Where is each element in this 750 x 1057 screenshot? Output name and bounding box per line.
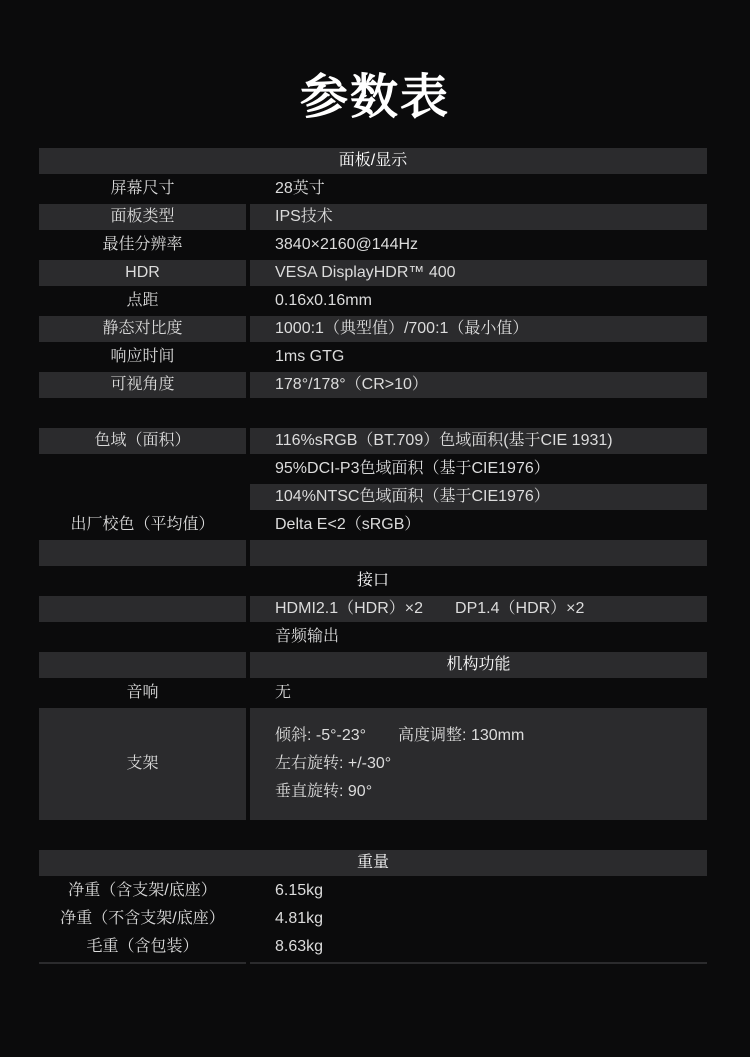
spec-row-response-time [39, 344, 707, 372]
section-header-ports: 接口 [356, 572, 389, 589]
spec-row-factory-calibration [39, 512, 707, 540]
spec-value: Delta E<2（sRGB） [275, 516, 421, 533]
bottom-rule-left [39, 962, 246, 964]
section-spacer [39, 822, 707, 850]
spec-value: 28英寸 [275, 180, 325, 197]
spec-row-viewing-angle [39, 372, 707, 400]
spec-label: HDR [39, 260, 246, 286]
section-spacer [39, 400, 707, 428]
section-header-mechanical: 机构功能 [250, 652, 707, 678]
spec-label: 点距 [126, 292, 159, 309]
section-header-row [39, 652, 707, 680]
section-header-panel: 面板/显示 [39, 148, 707, 174]
spec-label: 毛重（含包装） [86, 938, 199, 955]
spec-row-gamut-srgb [39, 428, 707, 456]
spec-value: 6.15kg [275, 882, 324, 899]
spec-label [39, 484, 246, 510]
spec-value: 0.16x0.16mm [275, 292, 372, 309]
spec-row-contrast [39, 316, 707, 344]
spec-value [250, 708, 707, 820]
spec-value: 104%NTSC色域面积（基于CIE1976） [250, 484, 707, 510]
spec-value-empty [250, 540, 707, 566]
spec-row-hdr [39, 260, 707, 288]
spec-row-panel-type [39, 204, 707, 232]
page-title: 参数表 [299, 71, 450, 124]
spec-label [39, 596, 246, 622]
spec-value: 116%sRGB（BT.709）色域面积(基于CIE 1931) [250, 428, 707, 454]
hdmi-ports: HDMI2.1（HDR）×2 [275, 600, 424, 617]
spec-label: 净重（不含支架/底座） [60, 910, 225, 927]
spec-label: 面板类型 [39, 204, 246, 230]
spec-row-net-weight-without-stand [39, 906, 707, 934]
stand-tilt: 倾斜: -5°-23° [275, 727, 367, 744]
spec-table [39, 148, 707, 966]
spec-label [39, 456, 246, 482]
spec-value: 无 [275, 684, 292, 701]
stand-swivel: 左右旋转: +/-30° [275, 755, 392, 772]
spec-label [39, 624, 246, 650]
spec-label-empty [39, 652, 246, 678]
spec-row-pixel-pitch [39, 288, 707, 316]
spec-value: 3840×2160@144Hz [275, 236, 419, 253]
spec-row-empty [39, 540, 707, 568]
stand-height: 高度调整: 130mm [398, 727, 525, 744]
spec-value: 1ms GTG [275, 348, 345, 365]
spec-value: IPS技术 [250, 204, 707, 230]
spec-label: 音响 [126, 684, 159, 701]
spec-label: 净重（含支架/底座） [68, 882, 217, 899]
spec-row-net-weight-with-stand [39, 878, 707, 906]
spec-label-empty [39, 540, 246, 566]
spec-value: 4.81kg [275, 910, 324, 927]
spec-value: 音频输出 [275, 628, 340, 645]
spec-label: 支架 [39, 708, 246, 820]
spec-row-audio-port [39, 624, 707, 652]
spec-value: 95%DCI-P3色域面积（基于CIE1976） [275, 460, 550, 477]
section-header-row [39, 148, 707, 176]
dp-ports: DP1.4（HDR）×2 [455, 600, 585, 617]
spec-row-stand [39, 708, 707, 822]
spec-label: 色域（面积） [39, 428, 246, 454]
spec-row-gross-weight [39, 934, 707, 962]
spec-label: 出厂校色（平均值） [70, 516, 215, 533]
table-bottom-rule [39, 962, 707, 966]
spec-label: 可视角度 [39, 372, 246, 398]
stand-pivot: 垂直旋转: 90° [275, 783, 373, 800]
spec-row-video-ports [39, 596, 707, 624]
section-header-weight: 重量 [39, 850, 707, 876]
spec-label: 静态对比度 [39, 316, 246, 342]
spec-row-resolution [39, 232, 707, 260]
spec-value: 178°/178°（CR>10） [250, 372, 707, 398]
spec-row-speaker [39, 680, 707, 708]
section-header-row [39, 568, 707, 596]
bottom-rule-right [250, 962, 707, 964]
spec-row-screen-size [39, 176, 707, 204]
spec-value: 1000:1（典型值）/700:1（最小值） [250, 316, 707, 342]
spec-value [250, 596, 707, 622]
spec-row-gamut-dcip3 [39, 456, 707, 484]
spec-label: 响应时间 [110, 348, 175, 365]
spec-value: VESA DisplayHDR™ 400 [250, 260, 707, 286]
spec-label: 最佳分辨率 [102, 236, 183, 253]
spec-value: 8.63kg [275, 938, 324, 955]
spec-label: 屏幕尺寸 [110, 180, 175, 197]
spec-row-gamut-ntsc [39, 484, 707, 512]
section-header-row [39, 850, 707, 878]
